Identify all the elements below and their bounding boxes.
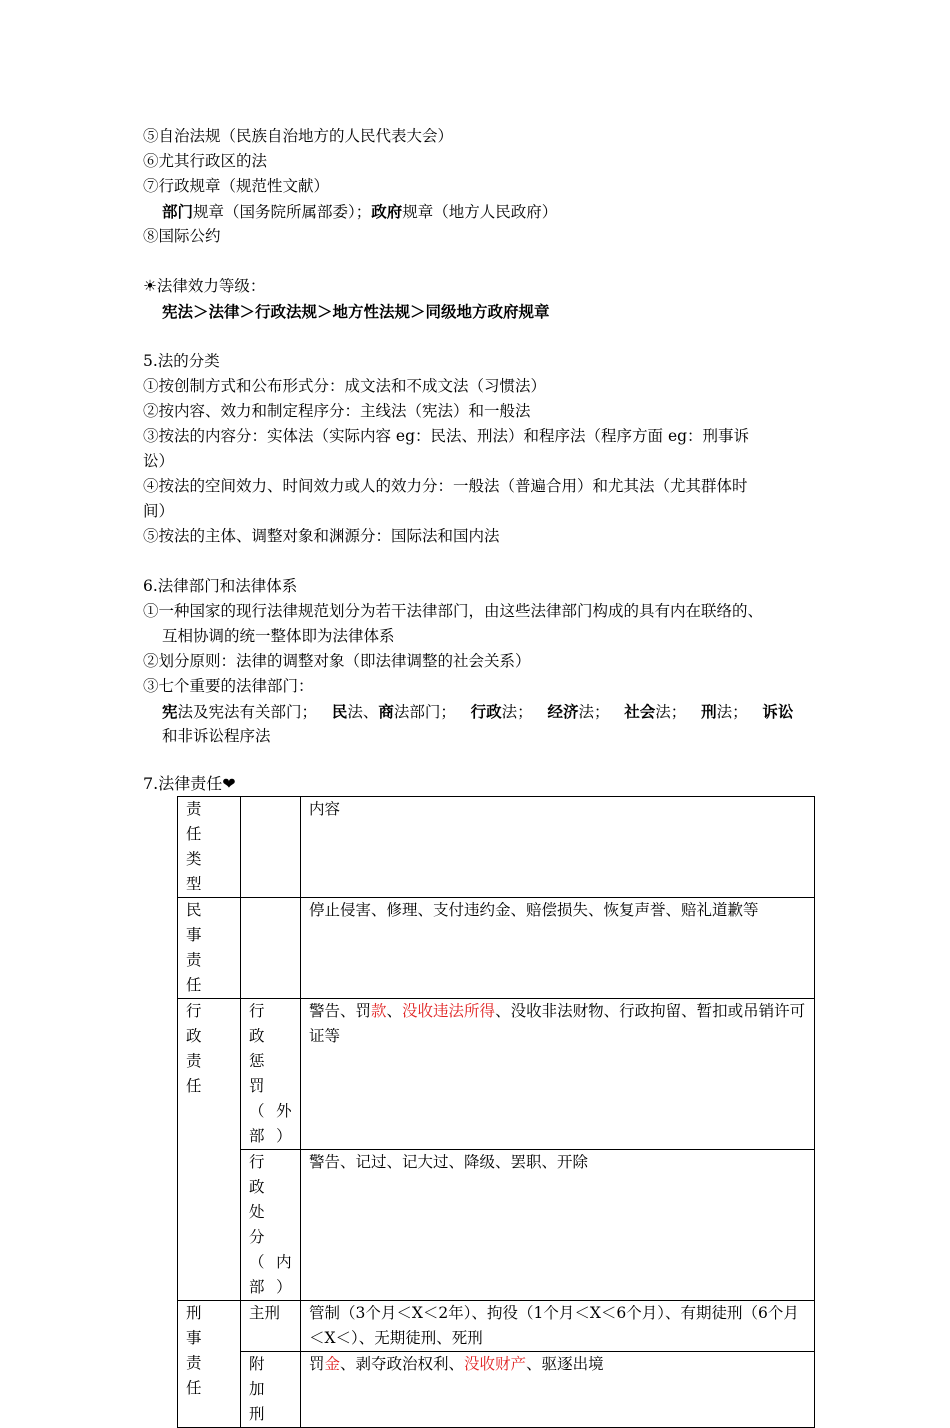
table-cell bbox=[301, 999, 815, 1150]
bold-term: 行政 bbox=[470, 702, 502, 721]
text-line: ③按法的内容分：实体法（实际内容 eg：民法、刑法）和程序法（程序方面 eg：刑事诉 bbox=[143, 427, 750, 445]
bold-term: 刑 bbox=[701, 702, 717, 721]
bold-term: 政府 bbox=[371, 202, 403, 221]
table-cell bbox=[241, 999, 304, 1150]
cell-text: 行政责任 bbox=[186, 1002, 214, 1095]
text-span: 法部门； bbox=[393, 703, 456, 721]
text-line: ②按内容、效力和制定程序分：主线法（宪法）和一般法 bbox=[143, 402, 531, 420]
text-span: 警告、罚 bbox=[309, 1002, 372, 1020]
text-line: ⑤按法的主体、调整对象和渊源分：国际法和国内法 bbox=[143, 527, 500, 545]
table-row bbox=[178, 1150, 815, 1301]
effect-hierarchy: 宪法＞法律＞行政法规＞地方性法规＞同级地方政府规章 bbox=[162, 302, 550, 321]
highlight-text: 款 bbox=[371, 1002, 387, 1020]
table-cell bbox=[241, 1150, 304, 1301]
highlight-text: 没收财产 bbox=[464, 1355, 527, 1373]
bold-term: 诉讼 bbox=[762, 702, 794, 721]
cell-text: 民事责任 bbox=[186, 901, 214, 994]
section-heading: 6.法律部门和法律体系 bbox=[143, 577, 298, 595]
cell-text: 行政惩罚（外部） bbox=[249, 1002, 304, 1145]
text-span: 法； bbox=[501, 703, 533, 721]
table-row bbox=[178, 898, 815, 999]
legal-departments-line bbox=[162, 699, 793, 725]
text-line: 间） bbox=[143, 502, 175, 520]
table-cell: 警告、记过、记大过、降级、罢职、开除 bbox=[301, 1150, 815, 1301]
section-heading: ☀法律效力等级： bbox=[143, 277, 266, 295]
table-cell bbox=[178, 1301, 241, 1428]
text-line: ①一种国家的现行法律规范划分为若干法律部门，由这些法律部门构成的具有内在联络的、 bbox=[143, 602, 764, 620]
table-cell bbox=[178, 898, 241, 999]
bold-term: 商 bbox=[378, 702, 394, 721]
text-span: 法、 bbox=[347, 703, 379, 721]
bold-term: 部门 bbox=[162, 202, 194, 221]
table-cell bbox=[241, 898, 301, 999]
table-cell: 管制（3个月＜X＜2年）、拘役（1个月＜X＜6个月）、有期徒刑（6个月＜X＜）、无期徒刑、死刑 bbox=[301, 1301, 815, 1352]
text-span: 法； bbox=[578, 703, 610, 721]
table-cell bbox=[301, 1352, 815, 1428]
bold-term: 宪 bbox=[162, 702, 178, 721]
cell-text: 责任类型 bbox=[186, 800, 214, 893]
table-cell bbox=[178, 797, 241, 898]
text-span: 法； bbox=[655, 703, 687, 721]
text-line: ①按创制方式和公布形式分：成文法和不成文法（习惯法） bbox=[143, 377, 547, 395]
table-cell bbox=[241, 797, 301, 898]
bold-term: 经济 bbox=[547, 702, 579, 721]
section-heading: 7.法律责任❤ bbox=[143, 774, 236, 793]
text-line: ⑤自治法规（民族自治地方的人民代表大会） bbox=[143, 127, 454, 145]
text-line: ⑦行政规章（规范性文献） bbox=[143, 177, 330, 195]
table-row bbox=[178, 797, 815, 898]
text-line: 和非诉讼程序法 bbox=[162, 727, 271, 745]
text-line: 讼） bbox=[143, 452, 175, 470]
cell-text: 附加刑 bbox=[249, 1355, 277, 1423]
table-cell bbox=[241, 1352, 301, 1428]
highlight-text: 没收违法所得 bbox=[402, 1002, 496, 1020]
text-span: 、剥夺政治权利、 bbox=[340, 1355, 465, 1373]
text-line bbox=[162, 199, 557, 225]
bold-term: 民 bbox=[331, 702, 348, 721]
text-line: ⑧国际公约 bbox=[143, 227, 221, 245]
table-row bbox=[178, 1352, 815, 1428]
text-line: 互相协调的统一整体即为法律体系 bbox=[162, 627, 395, 645]
bold-term: 社会 bbox=[624, 702, 656, 721]
table-cell bbox=[178, 999, 241, 1301]
text-line: ②划分原则：法律的调整对象（即法律调整的社会关系） bbox=[143, 652, 531, 670]
highlight-text: 金 bbox=[324, 1355, 341, 1373]
text-span: 、驱逐出境 bbox=[526, 1355, 604, 1373]
text-span: 、没收非法财物、行政拘留、暂扣或吊销许可证等 bbox=[309, 1002, 806, 1045]
text-span: 法及宪法有关部门； bbox=[177, 703, 318, 721]
legal-responsibility-table bbox=[177, 796, 815, 1428]
text-span: 、 bbox=[386, 1002, 403, 1020]
table-cell: 主刑 bbox=[241, 1301, 301, 1352]
text-line: ⑥尤其行政区的法 bbox=[143, 152, 268, 170]
text-span: 规章（地方人民政府） bbox=[402, 203, 558, 221]
table-cell: 停止侵害、修理、支付违约金、赔偿损失、恢复声誉、赔礼道歉等 bbox=[301, 898, 815, 999]
section-heading: 5.法的分类 bbox=[143, 352, 220, 370]
text-line: ③七个重要的法律部门： bbox=[143, 677, 314, 695]
text-span: 罚 bbox=[309, 1355, 325, 1373]
text-line: ④按法的空间效力、时间效力或人的效力分：一般法（普遍合用）和尤其法（尤其群体时 bbox=[143, 477, 748, 495]
table-row bbox=[178, 999, 815, 1150]
text-span: 规章（国务院所属部委）； bbox=[193, 203, 372, 221]
table-cell: 内容 bbox=[301, 797, 815, 898]
text-span: 法； bbox=[716, 703, 748, 721]
cell-text: 刑事责任 bbox=[186, 1304, 214, 1397]
cell-text: 行政处分（内部） bbox=[249, 1153, 304, 1296]
